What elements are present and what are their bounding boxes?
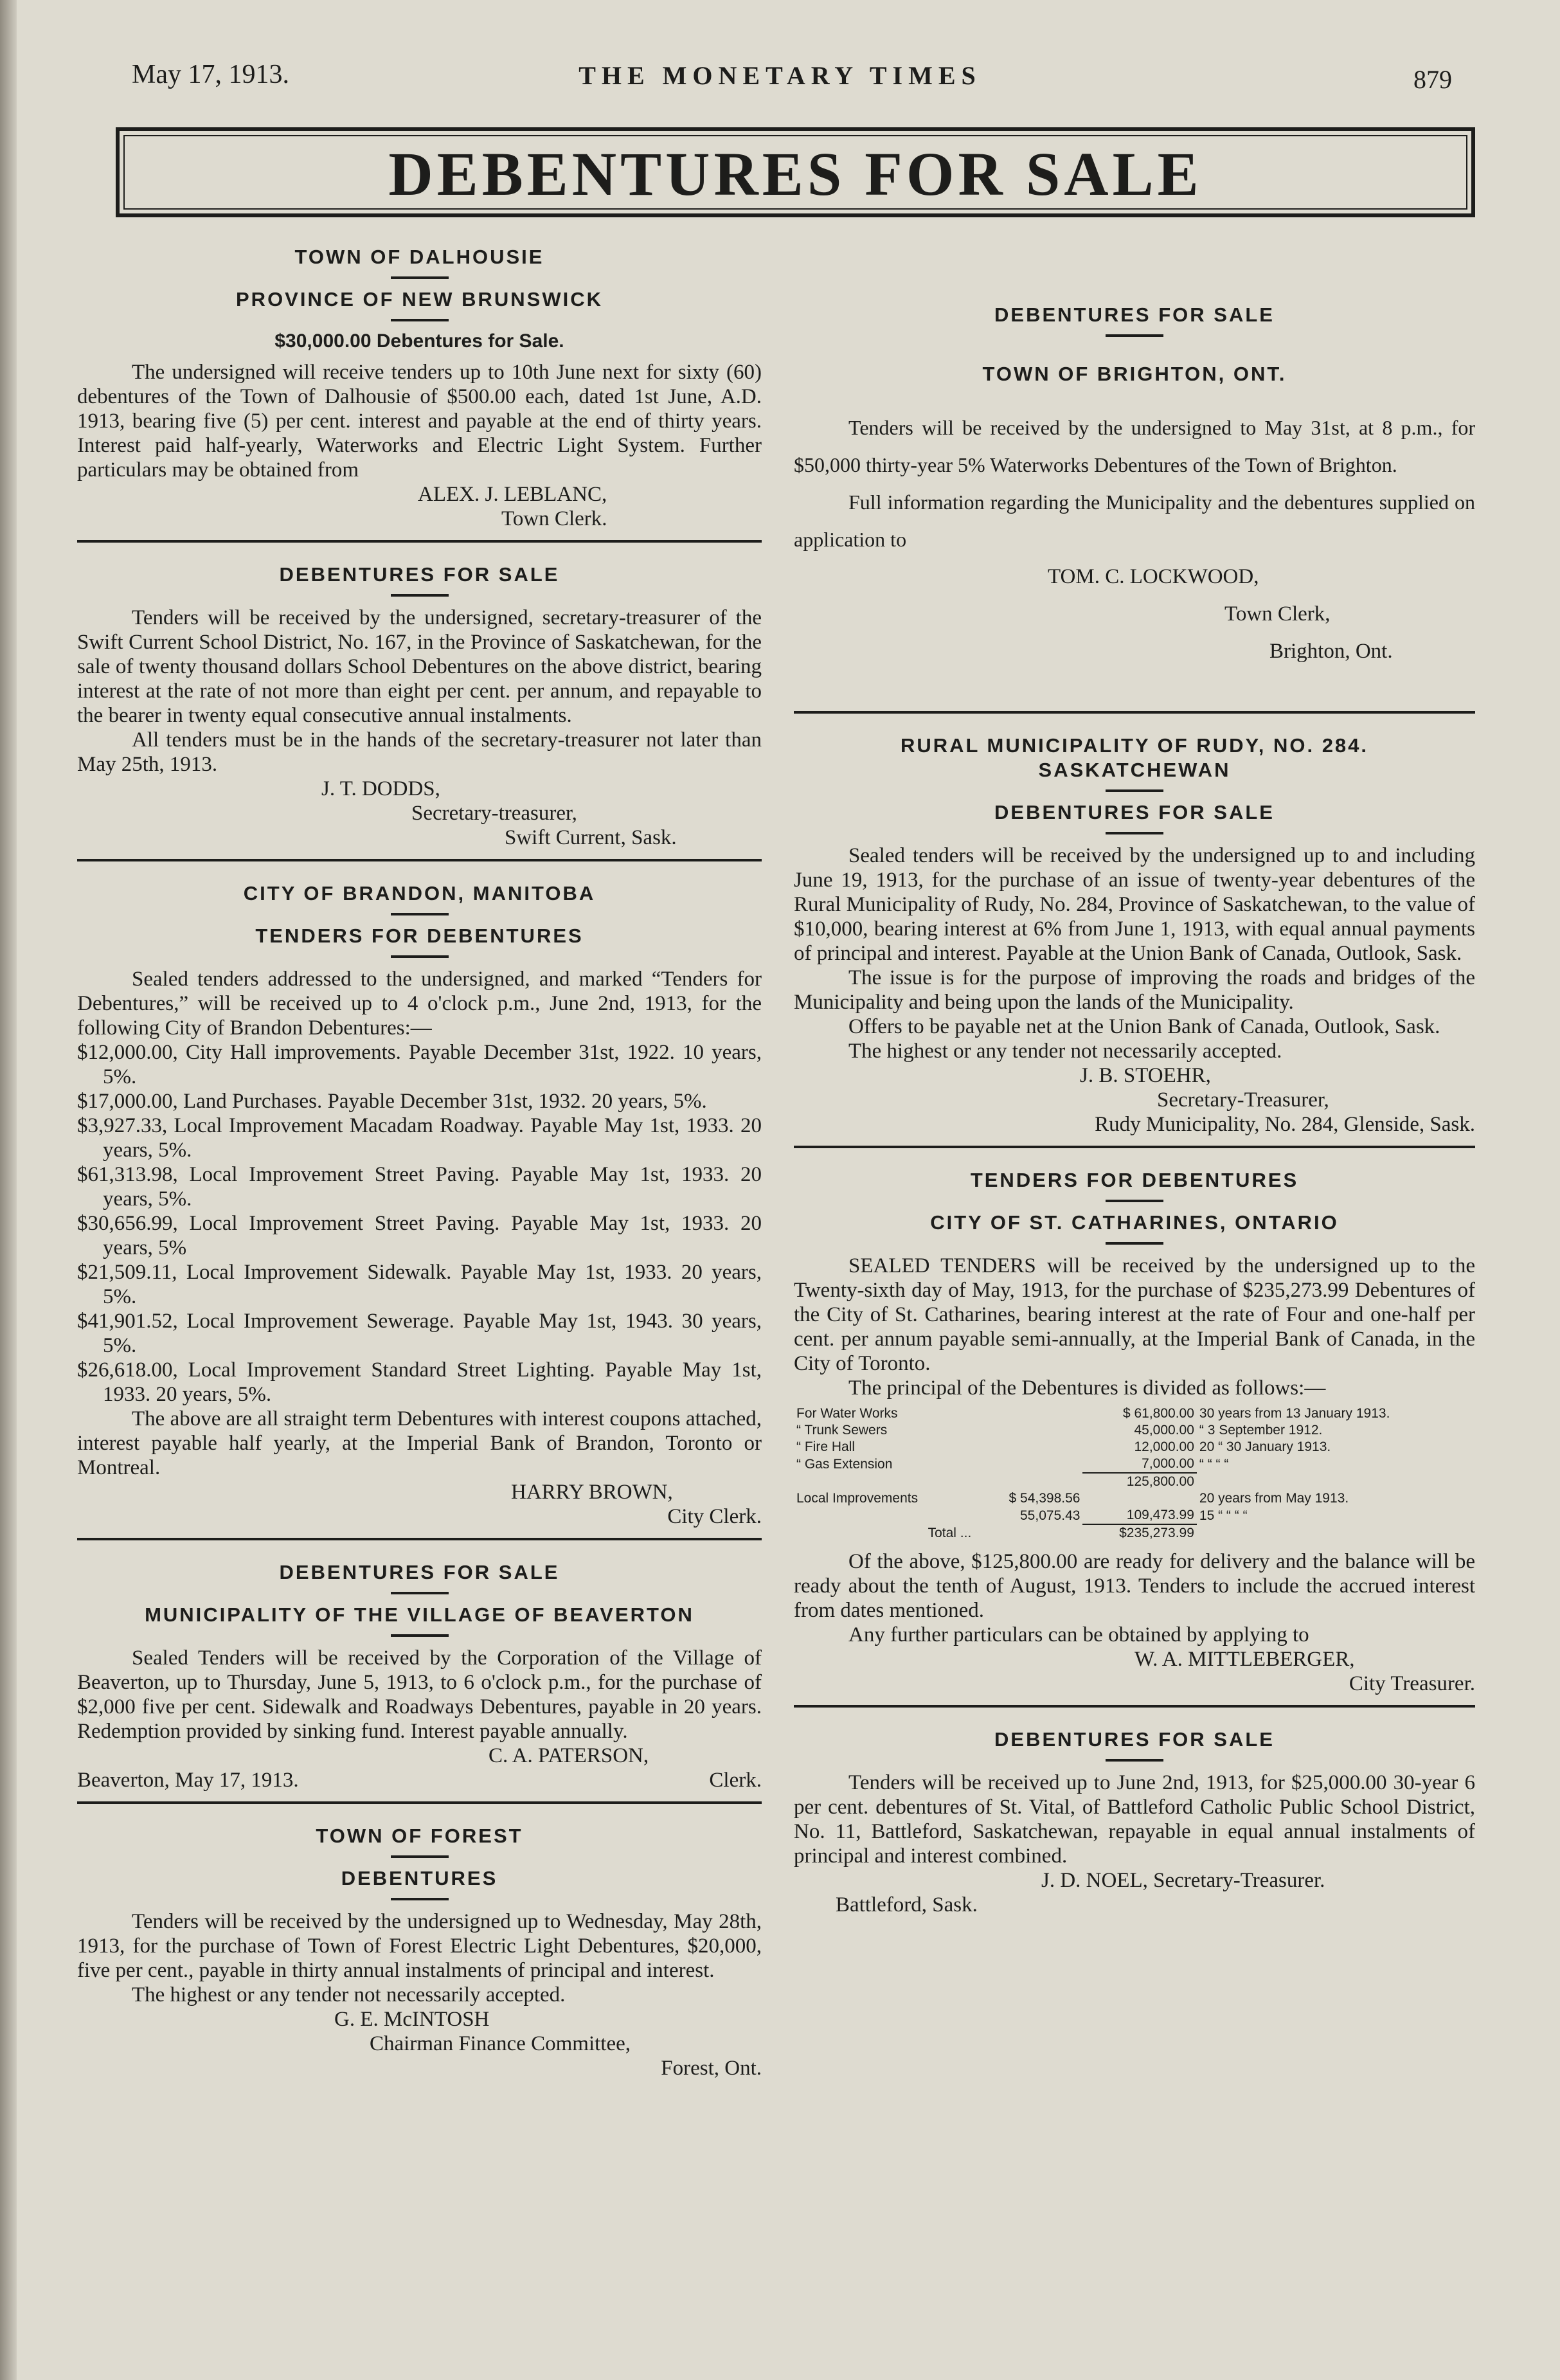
table-cell: For Water Works	[796, 1406, 898, 1421]
notice-subtitle: DEBENTURES	[341, 1867, 498, 1889]
signer-place: Rudy Municipality, No. 284, Glenside, Sask.	[1095, 1113, 1475, 1136]
table-cell	[974, 1456, 1082, 1473]
notice-title: CITY OF BRANDON, MANITOBA	[243, 882, 596, 905]
debenture-table	[794, 1405, 1475, 1542]
notice-closing: The above are all straight term Debentures with interest coupons attached, interest payable half yearly, at the Imperial Bank of Brandon, Toronto or Montreal.	[77, 1407, 762, 1479]
page-binding-edge	[0, 0, 17, 2380]
notice-body: Tenders will be received up to June 2nd, 1913, for $25,000.00 30-year 6 per cent. debentures of St. Vital, of Battleford Catholic Public School District, No. 11, Battleford, Saskatchewan, repayable in equal annual instalments of principal and interest combined.	[794, 1771, 1475, 1868]
table-cell: 30 years from 13 January 1913.	[1199, 1406, 1390, 1421]
signer-title: Secretary-Treasurer,	[1157, 1088, 1329, 1112]
table-cell: $ 61,800.00	[1122, 1406, 1194, 1421]
notice-body: SEALED TENDERS will be received by the undersigned up to the Twenty-sixth day of May, 1913, for the purchase of $235,273.99 Debentures of the City of St. Catharines, bearing interest at the rate of Four and one-half per cent. per annum payable semi-annually, at the Imperial Bank of Canada, in the City of Toronto.	[794, 1254, 1475, 1375]
place-date: Beaverton, May 17, 1913.	[77, 1769, 299, 1792]
table-row	[794, 1473, 1475, 1490]
short-rule	[391, 955, 449, 958]
notice-body-3: Of the above, $125,800.00 are ready for delivery and the balance will be ready about the tenth of August, 1913. Tenders to include the accrued interest from dates mentioned.	[794, 1550, 1475, 1622]
signer-name: G. E. McINTOSH	[334, 2008, 490, 2031]
table-cell	[794, 1507, 974, 1524]
table-cell	[974, 1439, 1082, 1456]
table-row	[794, 1490, 1475, 1507]
short-rule	[391, 1898, 449, 1900]
short-rule	[391, 1855, 449, 1858]
short-rule	[1106, 1200, 1163, 1202]
notice-title: TOWN OF DALHOUSIE	[294, 246, 544, 268]
left-column	[77, 237, 762, 2087]
table-cell: “ Trunk Sewers	[796, 1423, 888, 1438]
signer-name: W. A. MITTLEBERGER,	[1134, 1648, 1355, 1671]
notice-swift-current	[77, 540, 762, 856]
spacer	[794, 393, 1475, 409]
notice-title: TENDERS FOR DEBENTURES	[970, 1169, 1299, 1191]
right-column	[794, 237, 1475, 1924]
table-cell: $ 54,398.56	[1009, 1491, 1080, 1506]
section-banner	[116, 127, 1475, 217]
signer-title: City Treasurer.	[1349, 1672, 1475, 1695]
table-cell: 20 “ 30 January 1913.	[1199, 1439, 1331, 1454]
table-cell: Total ...	[928, 1525, 972, 1540]
signer-place: Forest, Ont.	[661, 2057, 762, 2080]
notice-title-2: SASKATCHEWAN	[1038, 759, 1231, 781]
notice-forest	[77, 1801, 762, 2087]
notice-subtitle: DEBENTURES FOR SALE	[994, 801, 1275, 824]
list-item: $30,656.99, Local Improvement Street Paving. Payable May 1st, 1933. 20 years, 5%	[77, 1212, 762, 1259]
table-cell: “ “ “ “	[1199, 1456, 1229, 1472]
table-cell: “ 3 September 1912.	[1199, 1423, 1323, 1438]
notice-body: Tenders will be received by the undersigned up to Wednesday, May 28th, 1913, for the purchase of Town of Forest Electric Light Debentures, $20,000, five per cent., payable in thirty annual instalments of principal and interest.	[77, 1910, 762, 1982]
signer-title: Clerk.	[709, 1769, 762, 1792]
debenture-list	[77, 1040, 762, 1407]
issue-date: May 17, 1913.	[132, 60, 289, 89]
table-row	[794, 1405, 1475, 1422]
list-item: $12,000.00, City Hall improvements. Payable December 31st, 1922. 10 years, 5%.	[77, 1041, 762, 1088]
notice-brighton	[794, 237, 1475, 708]
table-cell: “ Gas Extension	[796, 1456, 893, 1472]
signer-name: J. D. NOEL, Secretary-Treasurer.	[1041, 1869, 1325, 1892]
list-item: $21,509.11, Local Improvement Sidewalk. Payable May 1st, 1933. 20 years, 5%.	[77, 1261, 762, 1308]
table-row	[794, 1524, 1475, 1542]
table-cell: 7,000.00	[1142, 1456, 1194, 1471]
signer-title: Chairman Finance Committee,	[370, 2032, 631, 2055]
notice-subtitle: TENDERS FOR DEBENTURES	[255, 924, 584, 947]
notice-body-2: All tenders must be in the hands of the secretary-treasurer not later than May 25th, 1913.	[77, 728, 762, 776]
table-cell: “ Fire Hall	[796, 1439, 856, 1454]
short-rule	[1106, 1242, 1163, 1245]
table-cell: Local Improvements	[796, 1491, 919, 1506]
table-row	[794, 1422, 1475, 1439]
notice-st-vital	[794, 1705, 1475, 1924]
list-item: $41,901.52, Local Improvement Sewerage. Payable May 1st, 1943. 30 years, 5%.	[77, 1310, 762, 1357]
notice-body-2: Full information regarding the Municipality and the debentures supplied on application to	[794, 491, 1475, 551]
notice-amount: $30,000.00 Debentures for Sale.	[274, 330, 564, 352]
notice-body: Sealed tenders addressed to the undersigned, and marked “Tenders for Debentures,” will be received up to 4 o'clock p.m., June 2nd, 1913, for the following City of Brandon Debentures:—	[77, 968, 762, 1040]
page-number: 879	[1413, 65, 1452, 94]
notice-title: DEBENTURES FOR SALE	[279, 1561, 560, 1583]
signer-name: HARRY BROWN,	[511, 1481, 673, 1504]
short-rule	[391, 594, 449, 597]
notice-body-4: The highest or any tender not necessarily accepted.	[848, 1040, 1282, 1063]
signer-title: Secretary-treasurer,	[411, 802, 577, 825]
notice-title: DEBENTURES FOR SALE	[279, 563, 560, 586]
notice-body-2: The principal of the Debentures is divided as follows:—	[848, 1376, 1326, 1400]
signer-title: City Clerk.	[667, 1505, 762, 1528]
notice-dalhousie	[77, 246, 762, 537]
short-rule	[391, 1634, 449, 1637]
table-cell: 55,075.43	[1020, 1508, 1080, 1523]
running-header	[0, 59, 1560, 98]
notice-title: RURAL MUNICIPALITY OF RUDY, NO. 284.	[900, 734, 1369, 757]
table-cell: 15 “ “ “ “	[1199, 1508, 1248, 1523]
notice-subtitle: CITY OF ST. CATHARINES, ONTARIO	[930, 1211, 1339, 1234]
signer-place: Swift Current, Sask.	[505, 826, 677, 849]
subtotal-cell: 125,800.00	[1082, 1473, 1196, 1490]
signer-name: C. A. PATERSON,	[489, 1744, 649, 1767]
list-item: $17,000.00, Land Purchases. Payable December 31st, 1932. 20 years, 5%.	[77, 1090, 707, 1113]
short-rule	[391, 913, 449, 915]
notice-subtitle: PROVINCE OF NEW BRUNSWICK	[236, 288, 603, 311]
notice-body: Sealed tenders will be received by the undersigned up to and including June 19, 1913, for the purchase of an issue of twenty-year debentures of the Rural Municipality of Rudy, No. 284, Province of Saskatchewan, to the value of $10,000, bearing interest at 6% from June 1, 1913, with equal annual payments of principal and interest. Payable at the Union Bank of Canada, Outlook, Sask.	[794, 844, 1475, 965]
table-cell	[1197, 1473, 1475, 1490]
notice-body-2: The highest or any tender not necessarily accepted.	[132, 1983, 566, 2006]
signer-title: Town Clerk.	[501, 507, 607, 530]
table-cell	[974, 1473, 1082, 1490]
list-item: $61,313.98, Local Improvement Street Paving. Payable May 1st, 1933. 20 years, 5%.	[77, 1163, 762, 1211]
table-row	[794, 1439, 1475, 1456]
notice-subtitle: MUNICIPALITY OF THE VILLAGE OF BEAVERTON	[145, 1603, 694, 1626]
table-row	[794, 1456, 1475, 1473]
notice-brandon	[77, 859, 762, 1535]
table-cell: 45,000.00	[1134, 1423, 1194, 1438]
signer-name: TOM. C. LOCKWOOD,	[1048, 565, 1259, 588]
short-rule	[1106, 789, 1163, 792]
notice-body: The undersigned will receive tenders up to 10th June next for sixty (60) debentures of the Town of Dalhousie of $500.00 each, dated 1st June, A.D. 1913, bearing five (5) per cent. interest and payable at the end of thirty years. Interest paid half-yearly, Waterworks and Electric Light System. Further particulars may be obtained from	[77, 361, 762, 482]
banner-title: DEBENTURES FOR SALE	[123, 135, 1467, 210]
signature-line	[77, 1768, 762, 1792]
short-rule	[391, 276, 449, 279]
notice-title: TOWN OF FOREST	[316, 1825, 523, 1847]
list-item: $26,618.00, Local Improvement Standard Street Lighting. Payable May 1st, 1933. 20 years, 5%.	[77, 1358, 762, 1406]
short-rule	[391, 1592, 449, 1594]
table-cell	[974, 1405, 1082, 1422]
short-rule	[391, 319, 449, 321]
notice-body-3: Offers to be payable net at the Union Bank of Canada, Outlook, Sask.	[848, 1015, 1440, 1038]
table-cell	[974, 1422, 1082, 1439]
notice-st-catharines	[794, 1146, 1475, 1702]
signer-title: Town Clerk,	[1224, 602, 1331, 626]
notice-subtitle: TOWN OF BRIGHTON, ONT.	[982, 363, 1287, 385]
signer-place: Brighton, Ont.	[1269, 640, 1393, 663]
journal-name: THE MONETARY TIMES	[578, 61, 982, 90]
table-cell	[974, 1524, 1082, 1542]
short-rule	[1106, 334, 1163, 337]
table-cell	[1197, 1524, 1475, 1542]
notice-rudy	[794, 711, 1475, 1143]
notice-body: Sealed Tenders will be received by the Corporation of the Village of Beaverton, up to Thursday, June 5, 1913, to 6 o'clock p.m., for the purchase of $2,000 five per cent. Sidewalk and Roadways Debentures, payable in 20 years. Redemption provided by sinking fund. Interest payable annually.	[77, 1646, 762, 1743]
short-rule	[1106, 832, 1163, 834]
table-cell	[1082, 1490, 1196, 1507]
notice-body: Tenders will be received by the undersigned to May 31st, at 8 p.m., for $50,000 thirty-year 5% Waterworks Debentures of the Town of Brighton.	[794, 416, 1475, 476]
total-cell: $235,273.99	[1082, 1524, 1196, 1542]
table-cell: 12,000.00	[1134, 1439, 1194, 1454]
signer-name: J. B. STOEHR,	[1080, 1064, 1211, 1087]
table-cell: 109,473.99	[1126, 1508, 1194, 1522]
list-item: $3,927.33, Local Improvement Macadam Roadway. Payable May 1st, 1933. 20 years, 5%.	[77, 1114, 762, 1162]
notice-body-4: Any further particulars can be obtained by applying to	[848, 1623, 1309, 1646]
notice-title: DEBENTURES FOR SALE	[994, 303, 1275, 326]
table-cell: 20 years from May 1913.	[1199, 1491, 1349, 1506]
table-cell	[794, 1473, 974, 1490]
notice-beaverton	[77, 1538, 762, 1799]
signer-name: ALEX. J. LEBLANC,	[418, 483, 607, 506]
notice-title: DEBENTURES FOR SALE	[994, 1728, 1275, 1751]
signer-name: J. T. DODDS,	[321, 777, 440, 800]
table-row	[794, 1507, 1475, 1524]
notice-body-2: The issue is for the purpose of improving the roads and bridges of the Municipality and being upon the lands of the Municipality.	[794, 966, 1475, 1014]
short-rule	[1106, 1759, 1163, 1762]
notice-body: Tenders will be received by the undersigned, secretary-treasurer of the Swift Current School District, No. 167, in the Province of Saskatchewan, for the sale of twenty thousand dollars School Debentures on the above district, bearing interest at the rate of not more than eight per cent. per annum, and repayable to the bearer in twenty equal consecutive annual instalments.	[77, 606, 762, 727]
signer-place: Battleford, Sask.	[836, 1893, 978, 1916]
